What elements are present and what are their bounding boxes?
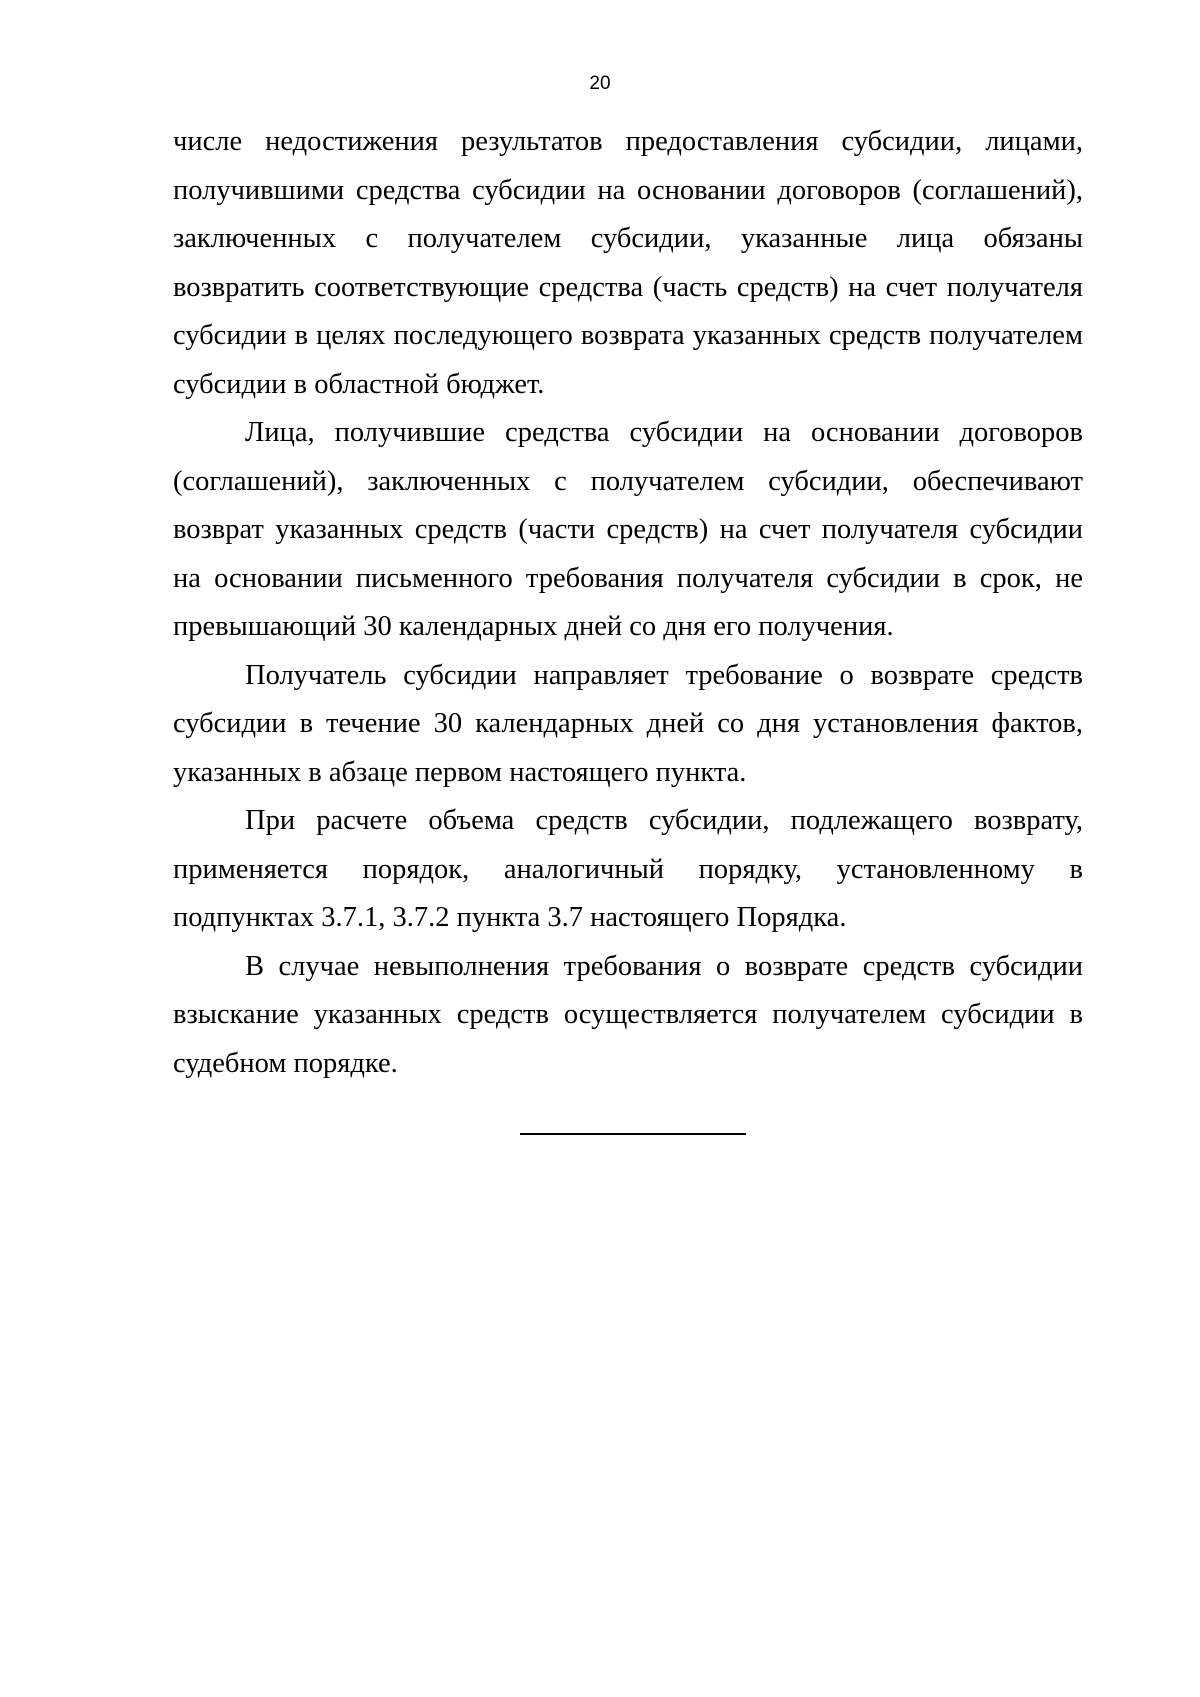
paragraph-continuation: числе недостижения результатов предоставления субсидии, лицами, получившими средства субсидии на основании договоров (соглашений), заключенных с получателем субсидии, указанные лица обязаны возвратить соответствующие средства (часть средств) на счет получателя субсидии в целях последующего возврата указанных средств получателем субсидии в областной бюджет. bbox=[173, 126, 1083, 400]
end-of-document-rule bbox=[520, 1133, 746, 1135]
document-body bbox=[173, 118, 1083, 1088]
paragraph: Лица, получившие средства субсидии на основании договоров (соглашений), заключенных с получателем субсидии, обеспечивают возврат указанных средств (части средств) на счет получателя субсидии на основании письменного требования получателя субсидии в срок, не превышающий 30 календарных дней со дня его получения. bbox=[173, 417, 1083, 642]
page-number: 20 bbox=[589, 73, 611, 94]
paragraph: В случае невыполнения требования о возврате средств субсидии взыскание указанных средств осуществляется получателем субсидии в судебном порядке. bbox=[173, 950, 1083, 1079]
paragraph: Получатель субсидии направляет требование о возврате средств субсидии в течение 30 календарных дней со дня установления фактов, указанных в абзаце первом настоящего пункта. bbox=[173, 659, 1083, 788]
paragraph: При расчете объема средств субсидии, подлежащего возврату, применяется порядок, аналогичный порядку, установленному в подпунктах 3.7.1, 3.7.2 пункта 3.7 настоящего Порядка. bbox=[173, 805, 1083, 933]
